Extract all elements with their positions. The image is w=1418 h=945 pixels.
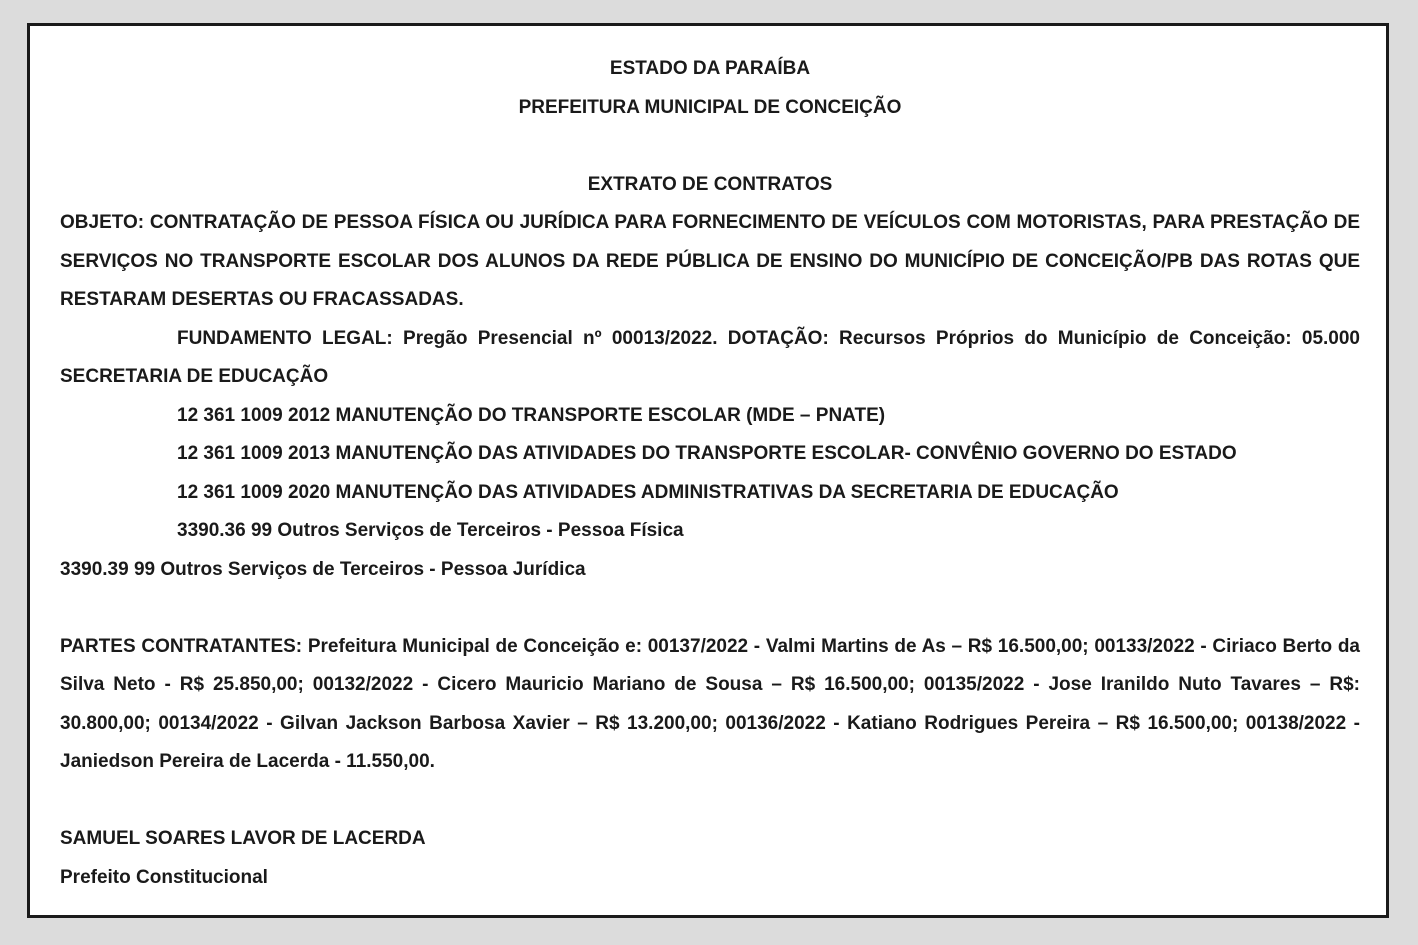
spacer (60, 782, 1360, 821)
dotacao-line: 12 361 1009 2012 MANUTENÇÃO DO TRANSPORTE ESCOLAR (MDE – PNATE) (177, 404, 886, 426)
dotacao-line: 12 361 1009 2020 MANUTENÇÃO DAS ATIVIDADES ADMINISTRATIVAS DA SECRETARIA DE EDUCAÇÃO (177, 481, 1119, 503)
spacer (60, 127, 1360, 166)
objeto-paragraph: OBJETO: CONTRATAÇÃO DE PESSOA FÍSICA OU JURÍDICA PARA FORNECIMENTO DE VEÍCULOS COM MOTORISTAS, PARA PRESTAÇÃO DE SERVIÇOS NO TRANSPORTE ESCOLAR DOS ALUNOS DA REDE PÚBLICA DE ENSINO DO MUNICÍPIO DE CONCEIÇÃO/PB DAS ROTAS QUE RESTARAM DESERTAS OU FRACASSADAS. (60, 212, 1360, 310)
header-city-hall: PREFEITURA MUNICIPAL DE CONCEIÇÃO (518, 96, 902, 118)
signature-name: SAMUEL SOARES LAVOR DE LACERDA (60, 828, 426, 849)
header-state: ESTADO DA PARAÍBA (609, 58, 811, 79)
fundamento-paragraph: FUNDAMENTO LEGAL: Pregão Presencial nº 00013/2022. DOTAÇÃO: Recursos Próprios do Município de Conceição: 05.000 SECRETARIA DE EDUCAÇÃO (60, 327, 1360, 387)
document-title: EXTRATO DE CONTRATOS (587, 173, 833, 195)
signature-role: Prefeito Constitucional (60, 866, 268, 888)
document-body (60, 50, 1360, 897)
partes-paragraph: PARTES CONTRATANTES: Prefeitura Municipal de Conceição e: 00137/2022 - Valmi Martins de As – R$ 16.500,00; 00133/2022 - Ciriaco Berto da Silva Neto - R$ 25.850,00; 00132/2022 - Cicero Mauricio Mariano de Sousa – R$ 16.500,00; 00135/2022 - Jose Iranildo Nuto Tavares – R$: 30.800,00; 00134/2022 - Gilvan Jackson Barbosa Xavier – R$ 13.200,00; 00136/2022 - Katiano Rodrigues Pereira – R$ 16.500,00; 00138/2022 - Janiedson Pereira de Lacerda - 11.550,00. (60, 635, 1360, 772)
elemento-juridica-line: 3390.39 99 Outros Serviços de Terceiros - Pessoa Jurídica (60, 558, 586, 580)
dotacao-line: 12 361 1009 2013 MANUTENÇÃO DAS ATIVIDADES DO TRANSPORTE ESCOLAR- CONVÊNIO GOVERNO DO ESTADO (177, 443, 1237, 464)
document-frame (27, 23, 1389, 918)
spacer (60, 589, 1360, 628)
dotacao-line: 3390.36 99 Outros Serviços de Terceiros - Pessoa Física (177, 520, 684, 541)
